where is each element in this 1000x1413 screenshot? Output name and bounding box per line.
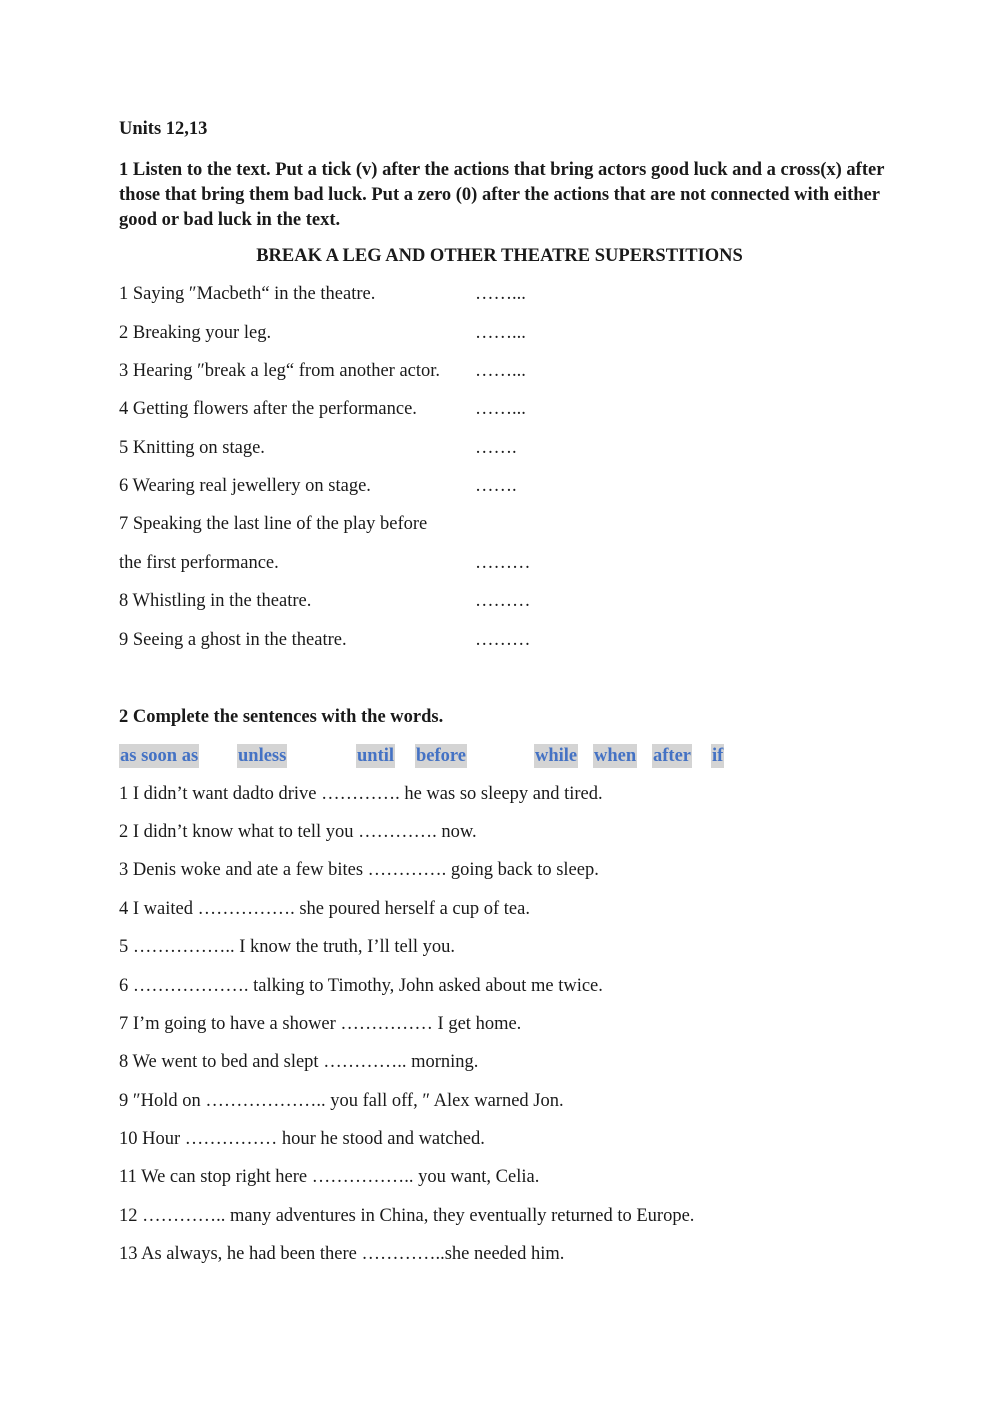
item-blank: …….	[475, 476, 517, 496]
item-blank: ……...	[475, 399, 526, 419]
item-text: 7 Speaking the last line of the play before	[119, 514, 428, 534]
item-blank: ……...	[475, 284, 526, 304]
task1-item	[119, 399, 899, 423]
task2-sentence: 6 ………………. talking to Timothy, John asked about me twice.	[119, 976, 603, 996]
task1-item	[119, 284, 899, 308]
task2-sentence: 3 Denis woke and ate a few bites …………. going back to sleep.	[119, 860, 599, 880]
task2-sentence: 5 …………….. I know the truth, I’ll tell you.	[119, 937, 456, 957]
item-text: 1 Saying ″Macbeth“ in the theatre.	[119, 284, 376, 304]
task1-item	[119, 553, 899, 577]
task2-instruction: 2 Complete the sentences with the words.	[119, 707, 444, 727]
task2-sentence: 9 ″Hold on ……………….. you fall off, ″ Alex warned Jon.	[119, 1091, 564, 1111]
task1-item	[119, 323, 899, 347]
word-box-item: before	[416, 746, 466, 766]
item-text: the first performance.	[119, 553, 279, 573]
word-box-item: if	[712, 746, 724, 766]
task1-item	[119, 630, 899, 654]
word-box-item: when	[594, 746, 637, 766]
item-blank: ……...	[475, 361, 526, 381]
item-blank: ……...	[475, 323, 526, 343]
task1-item	[119, 514, 899, 538]
word-box-item: after	[653, 746, 691, 766]
item-text: 4 Getting flowers after the performance.	[119, 399, 417, 419]
item-blank: ………	[475, 553, 531, 573]
task2-sentence: 12 ………….. many adventures in China, they eventually returned to Europe.	[119, 1206, 695, 1226]
item-text: 9 Seeing a ghost in the theatre.	[119, 630, 347, 650]
word-box-item: while	[535, 746, 578, 766]
task2-sentence: 11 We can stop right here …………….. you want, Celia.	[119, 1167, 540, 1187]
task1-item	[119, 361, 899, 385]
task2-sentence: 8 We went to bed and slept ………….. morning.	[119, 1052, 479, 1072]
item-blank: ………	[475, 630, 531, 650]
item-text: 6 Wearing real jewellery on stage.	[119, 476, 371, 496]
item-text: 3 Hearing ″break a leg“ from another actor.	[119, 361, 441, 381]
task2-sentence: 10 Hour …………… hour he stood and watched.	[119, 1129, 485, 1149]
task2-sentence: 7 I’m going to have a shower …………… I get home.	[119, 1014, 522, 1034]
word-box-item: unless	[238, 746, 287, 766]
task1-heading: BREAK A LEG AND OTHER THEATRE SUPERSTITIONS	[256, 246, 743, 266]
task1-item	[119, 591, 899, 615]
task2-sentence: 4 I waited ……………. she poured herself a cup of tea.	[119, 899, 530, 919]
task1-instruction: 1 Listen to the text. Put a tick (v) after the actions that bring actors good luck and a cross(x) after those that bring them bad luck. Put a zero (0) after the actions that are not connected with either good or bad luck in the text.	[119, 160, 885, 230]
task1-item	[119, 476, 899, 500]
task2-sentence: 2 I didn’t know what to tell you …………. now.	[119, 822, 477, 842]
item-blank: …….	[475, 438, 517, 458]
item-text: 5 Knitting on stage.	[119, 438, 265, 458]
units-title: Units 12,13	[119, 119, 208, 139]
task1-item	[119, 438, 899, 462]
task2-sentence: 1 I didn’t want dadto drive …………. he was so sleepy and tired.	[119, 784, 603, 804]
word-box-item: as soon as	[120, 746, 199, 766]
item-blank: ………	[475, 591, 531, 611]
word-box-item: until	[357, 746, 395, 766]
item-text: 2 Breaking your leg.	[119, 323, 272, 343]
task2-sentence: 13 As always, he had been there …………..she needed him.	[119, 1244, 565, 1264]
item-text: 8 Whistling in the theatre.	[119, 591, 312, 611]
